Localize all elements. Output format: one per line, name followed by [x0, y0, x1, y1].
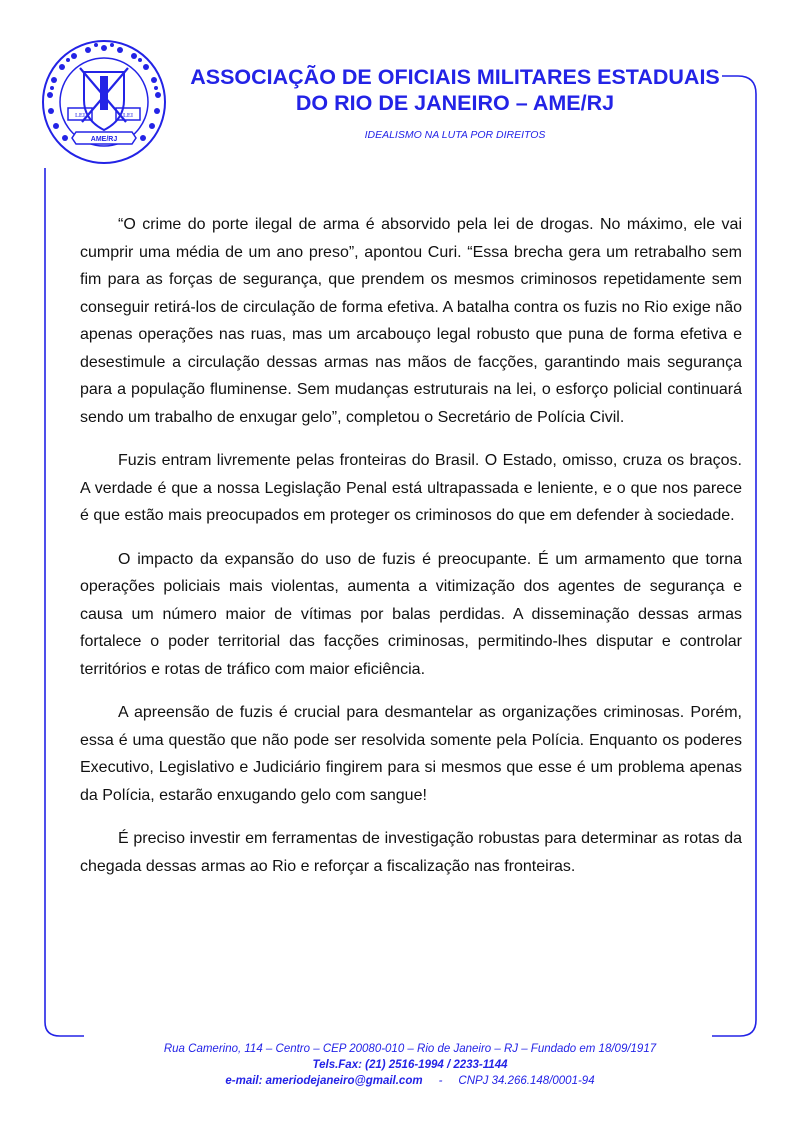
paragraph: O impacto da expansão do uso de fuzis é preocupante. É um armamento que torna operações policiais mais violentas, aumenta a vitimização dos agentes de segurança e causa um número maior de vítimas por balas perdidas. A disseminação dessas armas fortalece o poder territorial das facções criminosas, permitindo-lhes disputar e controlar territórios e rotas de tráfico com maior eficiência.	[80, 550, 742, 678]
seal-text-right: LEI	[122, 112, 134, 119]
association-title-line2: DO RIO DE JANEIRO – AME/RJ	[295, 91, 615, 115]
paragraph: É preciso investir em ferramentas de investigação robustas para determinar as rotas da chegada dessas armas ao Rio e reforçar a fiscalização nas fronteiras.	[80, 830, 742, 875]
footer-address: Rua Camerino, 114 – Centro – CEP 20080-010 – Rio de Janeiro – RJ – Fundado em 18/09/1917	[163, 1043, 657, 1055]
paragraph: Fuzis entram livremente pelas fronteiras do Brasil. O Estado, omisso, cruza os braços. A verdade é que a nossa Legislação Penal está ultrapassada e leniente, e o que nos parece é que estão mais preocupados em proteger os criminosos do que em defender à sociedade.	[80, 452, 742, 524]
paragraph: A apreensão de fuzis é crucial para desmantelar as organizações criminosas. Porém, essa é uma questão que não pode ser resolvida somente pela Polícia. Enquanto os poderes Executivo, Legislativo e Judiciário fingirem para si mesmos que esse é um problema apenas da Polícia, estarão enxugando gelo com sangue!	[80, 704, 742, 804]
association-title-line1: ASSOCIAÇÃO DE OFICIAIS MILITARES ESTADUAIS	[190, 65, 720, 89]
footer-separator: -	[438, 1075, 443, 1087]
letter-body	[80, 211, 742, 896]
seal-text-left: LEI	[74, 112, 86, 119]
association-motto: IDEALISMO NA LUTA POR DIREITOS	[364, 129, 546, 141]
footer-cnpj: CNPJ 34.266.148/0001-94	[458, 1075, 595, 1087]
footer-email[interactable]: e-mail: ameriodejaneiro@gmail.com	[225, 1075, 423, 1087]
paragraph: “O crime do porte ilegal de arma é absorvido pela lei de drogas. No máximo, ele vai cumprir uma média de um ano preso”, apontou Curi. “Essa brecha gera um retrabalho sem fim para as forças de segurança, que prendem os mesmos criminosos repetidamente sem conseguir retirá-los de circulação de forma efetiva. A batalha contra os fuzis no Rio exige não apenas operações nas ruas, mas um arcabouço legal robusto que puna de forma efetiva e desestimule a circulação dessas armas nas mãos de facções, garantindo mais segurança para a população fluminense. Sem mudanças estruturais na lei, o esforço policial continuará sendo um trabalho de enxugar gelo”, completou o Secretário de Polícia Civil.	[80, 216, 742, 426]
footer-phones: Tels.Fax: (21) 2516-1994 / 2233-1144	[312, 1059, 508, 1071]
ame-rj-seal-logo	[40, 38, 168, 166]
seal-ribbon-text: AME/RJ	[90, 136, 118, 143]
footer-contact	[80, 1075, 740, 1087]
